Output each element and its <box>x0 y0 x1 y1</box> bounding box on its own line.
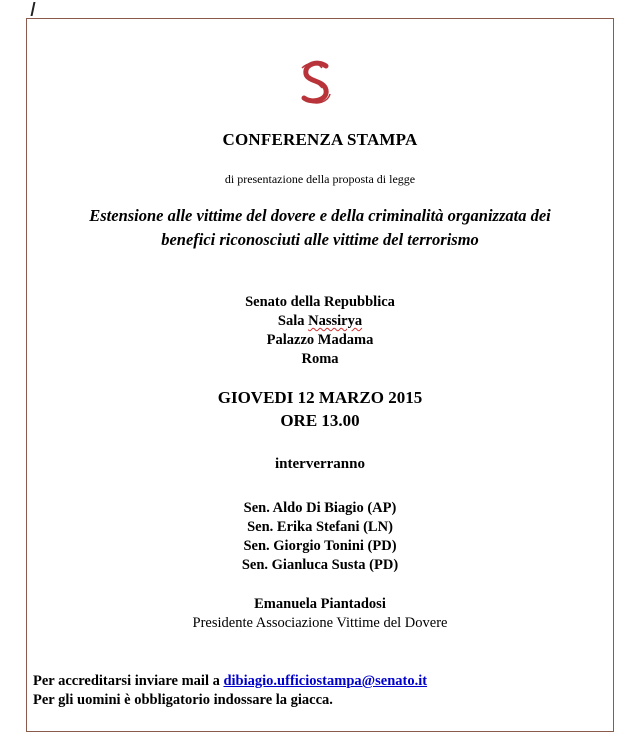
subtitle: di presentazione della proposta di legge <box>224 172 416 186</box>
event-date: GIOVEDI 12 MARZO 2015 <box>217 388 423 407</box>
page-title: CONFERENZA STAMPA <box>222 130 418 149</box>
bill-title-line-1: Estensione alle vittime del dovere e della criminalità organizzata dei <box>89 206 551 225</box>
senato-logo-icon <box>296 58 336 106</box>
president-role: Presidente Associazione Vittime del Dovere <box>192 615 448 631</box>
location-building: Palazzo Madama <box>266 332 374 348</box>
dress-code-note: Per gli uomini è obbligatorio indossare la giacca. <box>33 692 333 708</box>
speaker-item: Sen. Aldo Di Biagio (AP) <box>243 500 397 516</box>
speaker-item: Sen. Gianluca Susta (PD) <box>241 557 399 573</box>
location-room-prefix: Sala <box>277 313 309 329</box>
speaker-item: Sen. Giorgio Tonini (PD) <box>243 538 397 554</box>
event-time: ORE 13.00 <box>280 411 360 430</box>
president-name: Emanuela Piantadosi <box>254 596 386 612</box>
accreditation-text: Per accreditarsi inviare mail a <box>33 673 224 689</box>
bill-title-line-2: benefici riconosciuti alle vittime del terrorismo <box>161 230 479 249</box>
speaker-item: Sen. Erika Stefani (LN) <box>247 519 393 535</box>
location-room <box>0 313 640 330</box>
location-city: Roma <box>301 351 339 367</box>
location-institution: Senato della Repubblica <box>245 294 395 310</box>
speakers-heading: interverranno <box>275 456 365 472</box>
accreditation-line <box>33 673 427 690</box>
email-link[interactable]: dibiagio.ufficiostampa@senato.it <box>223 673 428 689</box>
location-room-name: Nassirya <box>308 313 363 329</box>
stray-mark <box>31 2 36 16</box>
